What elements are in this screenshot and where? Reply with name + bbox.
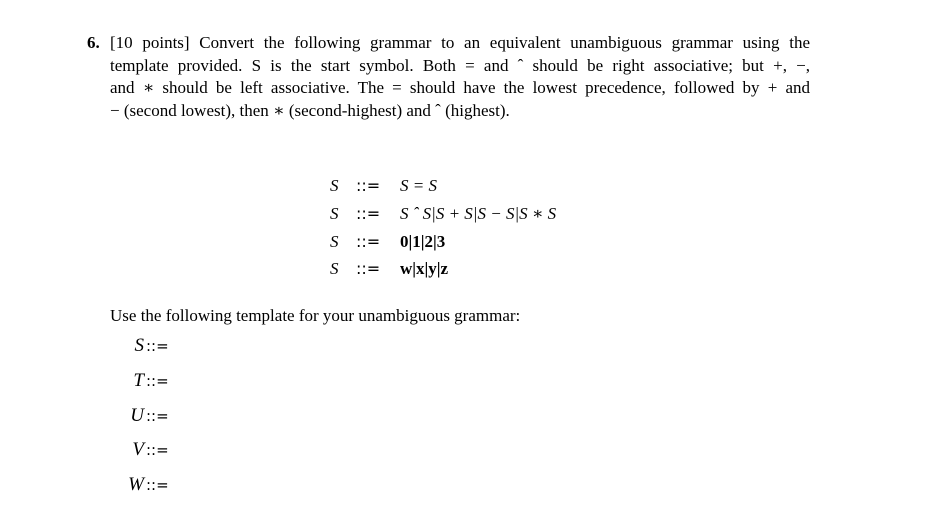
template-variable: V [132, 439, 144, 461]
problem-line-2 [87, 55, 810, 78]
template-intro: Use the following template for your unambiguous grammar: [110, 306, 521, 325]
rule-rhs: 0|1|2|3 [400, 231, 446, 251]
problem-line-1 [87, 32, 810, 55]
rule-lhs: S [330, 259, 339, 279]
template-row [118, 473, 169, 508]
grammar-rules [330, 172, 556, 283]
template-row [118, 404, 169, 439]
template-row [118, 334, 169, 369]
template-variable: T [133, 369, 144, 391]
template-variable: S [134, 335, 144, 356]
rule-lhs: S [330, 231, 339, 251]
grammar-rule [330, 255, 556, 283]
problem-line-4 [87, 100, 810, 123]
problem-text-1: [10 points] Convert the following grammar to an equivalent unambiguous grammar using the [110, 33, 810, 52]
rule-operator: ::= [356, 176, 381, 195]
template-row [118, 369, 169, 404]
rule-rhs: w|x|y|z [400, 259, 449, 279]
template-variable: U [130, 404, 144, 426]
problem-text-2: template provided. S is the start symbol. Both = and ˆ should be right associative; but +, −, [110, 55, 810, 75]
rule-rhs: S ˆ S|S + S|S − S|S ∗ S [400, 203, 557, 223]
template-row [118, 438, 169, 473]
grammar-rule [330, 172, 556, 200]
question-number: 6. [87, 33, 100, 52]
template-variable: W [128, 474, 144, 496]
problem-text-3: and ∗ should be left associative. The = should have the lowest precedence, followed by + and [110, 78, 810, 98]
template-assign: ::= [146, 441, 169, 460]
grammar-rule [330, 228, 556, 256]
template-assign: ::= [146, 371, 169, 390]
template-assign: ::= [146, 337, 169, 355]
rule-operator: ::= [356, 203, 381, 223]
problem-text-4: − (second lowest), then ∗ (second-highest) and ˆ (highest). [110, 101, 510, 121]
grammar-rule [330, 200, 556, 228]
problem-statement [87, 32, 810, 123]
answer-template [118, 334, 169, 508]
problem-line-3 [87, 77, 810, 100]
rule-lhs: S [330, 176, 339, 195]
rule-operator: ::= [356, 259, 381, 279]
rule-operator: ::= [356, 231, 381, 251]
template-assign: ::= [146, 406, 169, 425]
template-assign: ::= [146, 476, 169, 495]
rule-rhs: S = S [400, 176, 437, 195]
rule-lhs: S [330, 203, 339, 223]
